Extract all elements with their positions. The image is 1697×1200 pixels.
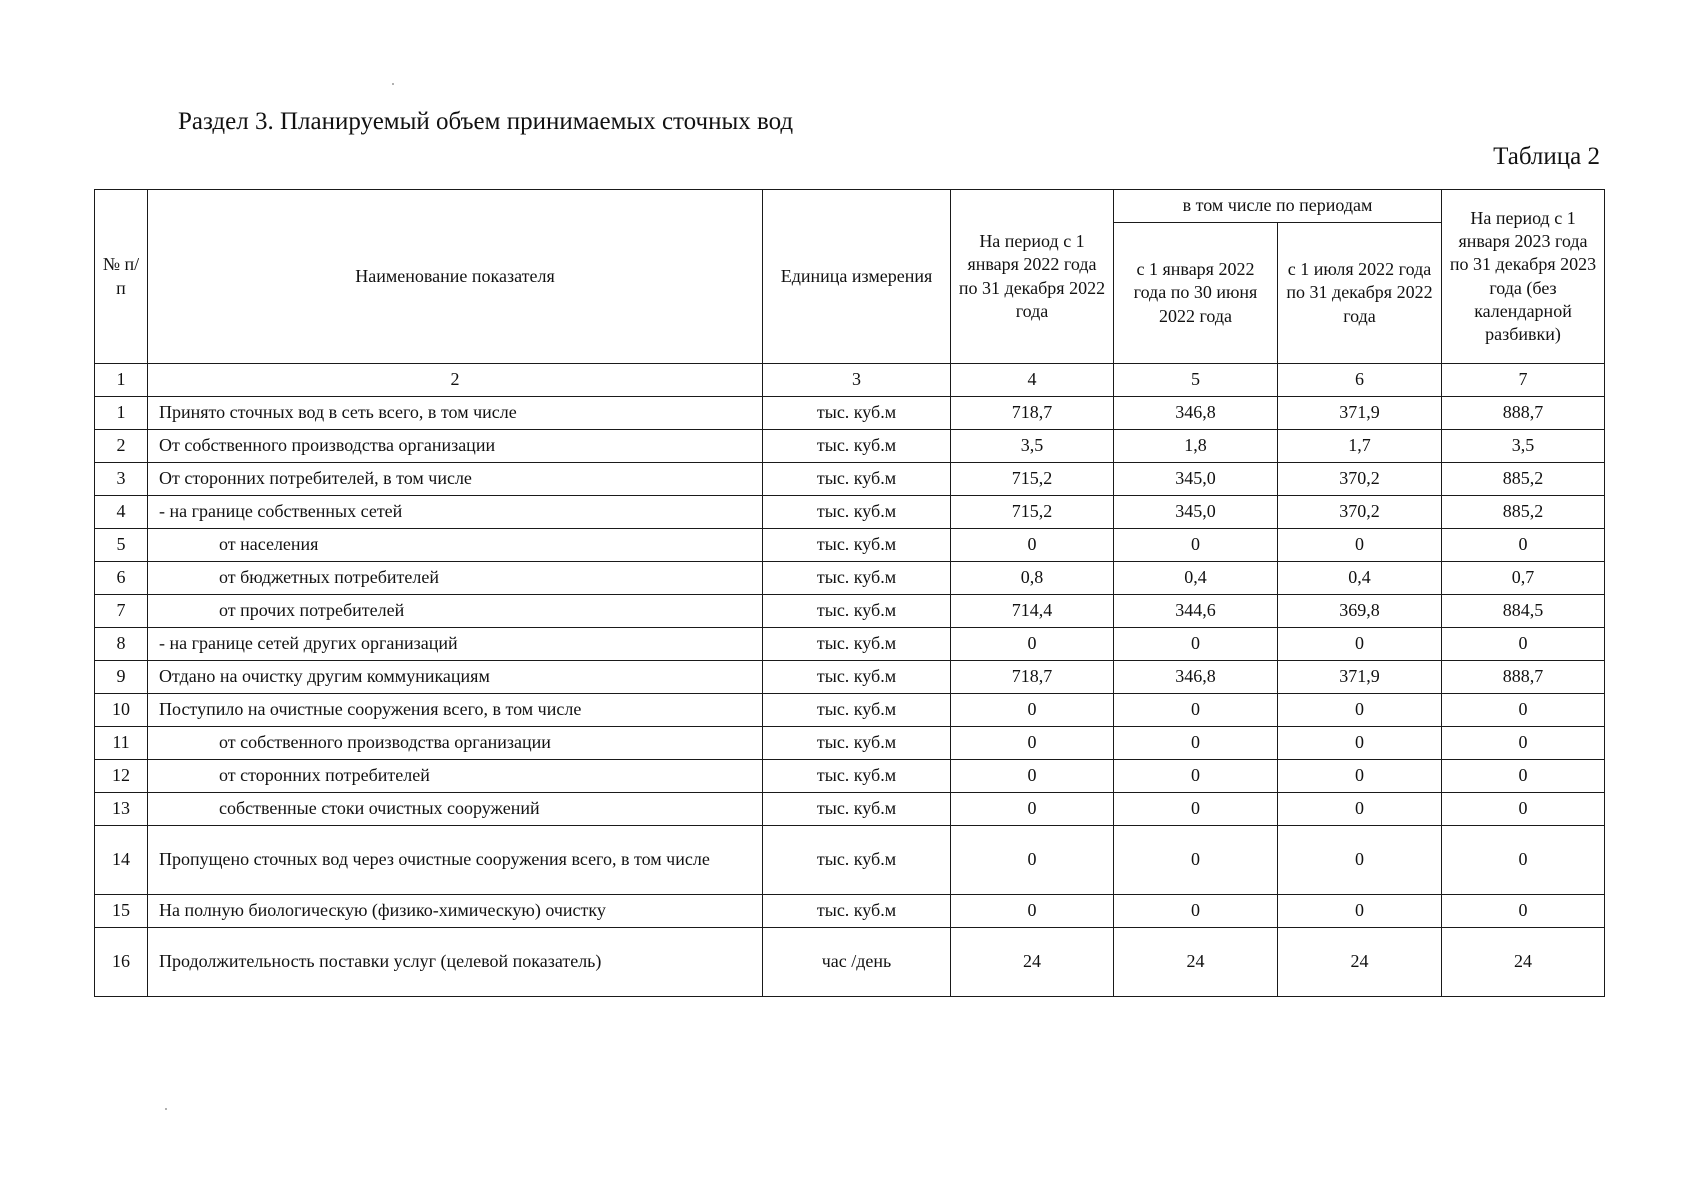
value-h2-2022: 0 [1278, 793, 1442, 826]
value-2022: 0 [951, 727, 1114, 760]
value-h2-2022: 0 [1278, 694, 1442, 727]
unit-cell: час /день [763, 928, 951, 997]
indicator-name: От собственного производства организации [148, 430, 763, 463]
indicator-name: На полную биологическую (физико-химическую) очистку [148, 895, 763, 928]
indicator-name: - на границе сетей других организаций [148, 628, 763, 661]
row-number: 5 [95, 529, 148, 562]
value-2023: 885,2 [1442, 496, 1605, 529]
value-h2-2022: 1,7 [1278, 430, 1442, 463]
header-period-2022: На период с 1 января 2022 года по 31 декабря 2022 года [951, 190, 1114, 364]
unit-cell: тыс. куб.м [763, 826, 951, 895]
indicator-name: от бюджетных потребителей [148, 562, 763, 595]
header-h2-2022: с 1 июля 2022 года по 31 декабря 2022 года [1278, 223, 1442, 364]
column-number: 1 [95, 364, 148, 397]
scan-speck [165, 1108, 167, 1110]
section-title: Раздел 3. Планируемый объем принимаемых сточных вод [178, 108, 794, 135]
indicator-name: от сторонних потребителей [148, 760, 763, 793]
header-period-2023: На период с 1 января 2023 года по 31 декабря 2023 года (без календарной разбивки) [1442, 190, 1605, 364]
value-h2-2022: 371,9 [1278, 397, 1442, 430]
value-h1-2022: 0 [1114, 793, 1278, 826]
table-row [95, 463, 1605, 496]
value-h1-2022: 0 [1114, 727, 1278, 760]
indicator-name: собственные стоки очистных сооружений [148, 793, 763, 826]
value-2022: 0 [951, 529, 1114, 562]
unit-cell: тыс. куб.м [763, 397, 951, 430]
indicator-name: Поступило на очистные сооружения всего, в том числе [148, 694, 763, 727]
value-h1-2022: 0 [1114, 895, 1278, 928]
unit-cell: тыс. куб.м [763, 895, 951, 928]
row-number: 6 [95, 562, 148, 595]
table-row [95, 562, 1605, 595]
unit-cell: тыс. куб.м [763, 430, 951, 463]
column-number-row [95, 364, 1605, 397]
value-2022: 715,2 [951, 496, 1114, 529]
indicator-name: Принято сточных вод в сеть всего, в том числе [148, 397, 763, 430]
value-h1-2022: 0 [1114, 529, 1278, 562]
value-h1-2022: 0 [1114, 760, 1278, 793]
header-including-periods: в том числе по периодам [1114, 190, 1442, 223]
indicator-name: Продолжительность поставки услуг (целевой показатель) [148, 928, 763, 997]
indicator-name: Отдано на очистку другим коммуникациям [148, 661, 763, 694]
value-h1-2022: 345,0 [1114, 496, 1278, 529]
value-2023: 0 [1442, 826, 1605, 895]
table-row [95, 760, 1605, 793]
value-2022: 714,4 [951, 595, 1114, 628]
unit-cell: тыс. куб.м [763, 529, 951, 562]
value-2022: 0 [951, 793, 1114, 826]
value-2022: 0 [951, 694, 1114, 727]
header-h1-2022: с 1 января 2022 года по 30 июня 2022 года [1114, 223, 1278, 364]
value-h1-2022: 0 [1114, 826, 1278, 895]
indicator-name: от населения [148, 529, 763, 562]
table-label: Таблица 2 [1493, 143, 1600, 170]
header-name: Наименование показателя [148, 190, 763, 364]
unit-cell: тыс. куб.м [763, 661, 951, 694]
value-2023: 888,7 [1442, 661, 1605, 694]
value-2023: 3,5 [1442, 430, 1605, 463]
value-h2-2022: 371,9 [1278, 661, 1442, 694]
header-unit: Единица измерения [763, 190, 951, 364]
row-number: 9 [95, 661, 148, 694]
indicator-name: - на границе собственных сетей [148, 496, 763, 529]
wastewater-volume-table [94, 189, 1605, 997]
header-num: № п/п [95, 190, 148, 364]
value-2022: 0 [951, 826, 1114, 895]
value-2023: 0 [1442, 529, 1605, 562]
value-2023: 884,5 [1442, 595, 1605, 628]
row-number: 11 [95, 727, 148, 760]
table-row [95, 826, 1605, 895]
table-row [95, 895, 1605, 928]
row-number: 4 [95, 496, 148, 529]
row-number: 7 [95, 595, 148, 628]
value-h1-2022: 24 [1114, 928, 1278, 997]
value-h2-2022: 0 [1278, 826, 1442, 895]
value-h2-2022: 369,8 [1278, 595, 1442, 628]
column-number: 7 [1442, 364, 1605, 397]
scan-speck [392, 83, 394, 85]
unit-cell: тыс. куб.м [763, 562, 951, 595]
row-number: 3 [95, 463, 148, 496]
value-2023: 0,7 [1442, 562, 1605, 595]
unit-cell: тыс. куб.м [763, 595, 951, 628]
table-row [95, 661, 1605, 694]
unit-cell: тыс. куб.м [763, 694, 951, 727]
value-2022: 0 [951, 895, 1114, 928]
value-h2-2022: 0 [1278, 628, 1442, 661]
value-2022: 718,7 [951, 397, 1114, 430]
value-h1-2022: 0 [1114, 694, 1278, 727]
indicator-name: Пропущено сточных вод через очистные сооружения всего, в том числе [148, 826, 763, 895]
row-number: 10 [95, 694, 148, 727]
unit-cell: тыс. куб.м [763, 727, 951, 760]
value-2022: 715,2 [951, 463, 1114, 496]
table-row [95, 694, 1605, 727]
value-2022: 718,7 [951, 661, 1114, 694]
value-2023: 0 [1442, 895, 1605, 928]
value-2022: 0,8 [951, 562, 1114, 595]
value-h1-2022: 346,8 [1114, 397, 1278, 430]
value-h1-2022: 345,0 [1114, 463, 1278, 496]
table-row [95, 430, 1605, 463]
table-row [95, 397, 1605, 430]
value-2023: 0 [1442, 760, 1605, 793]
value-h2-2022: 0,4 [1278, 562, 1442, 595]
value-2023: 0 [1442, 727, 1605, 760]
unit-cell: тыс. куб.м [763, 463, 951, 496]
value-h1-2022: 1,8 [1114, 430, 1278, 463]
table-row [95, 496, 1605, 529]
indicator-name: от собственного производства организации [148, 727, 763, 760]
row-number: 13 [95, 793, 148, 826]
table-row [95, 928, 1605, 997]
value-h2-2022: 0 [1278, 529, 1442, 562]
value-h1-2022: 344,6 [1114, 595, 1278, 628]
value-h2-2022: 0 [1278, 760, 1442, 793]
indicator-name: от прочих потребителей [148, 595, 763, 628]
row-number: 15 [95, 895, 148, 928]
column-number: 4 [951, 364, 1114, 397]
column-number: 2 [148, 364, 763, 397]
value-2023: 0 [1442, 694, 1605, 727]
table-row [95, 595, 1605, 628]
value-h1-2022: 0,4 [1114, 562, 1278, 595]
value-h2-2022: 0 [1278, 727, 1442, 760]
column-number: 3 [763, 364, 951, 397]
row-number: 8 [95, 628, 148, 661]
value-2023: 24 [1442, 928, 1605, 997]
value-h2-2022: 0 [1278, 895, 1442, 928]
value-h2-2022: 24 [1278, 928, 1442, 997]
column-number: 5 [1114, 364, 1278, 397]
table-row [95, 628, 1605, 661]
unit-cell: тыс. куб.м [763, 496, 951, 529]
value-2023: 885,2 [1442, 463, 1605, 496]
indicator-name: От сторонних потребителей, в том числе [148, 463, 763, 496]
value-2023: 0 [1442, 793, 1605, 826]
value-2022: 3,5 [951, 430, 1114, 463]
table-row [95, 529, 1605, 562]
value-2022: 24 [951, 928, 1114, 997]
value-2022: 0 [951, 760, 1114, 793]
value-h1-2022: 346,8 [1114, 661, 1278, 694]
value-h2-2022: 370,2 [1278, 463, 1442, 496]
row-number: 2 [95, 430, 148, 463]
row-number: 14 [95, 826, 148, 895]
unit-cell: тыс. куб.м [763, 628, 951, 661]
value-h1-2022: 0 [1114, 628, 1278, 661]
unit-cell: тыс. куб.м [763, 793, 951, 826]
column-number: 6 [1278, 364, 1442, 397]
row-number: 12 [95, 760, 148, 793]
unit-cell: тыс. куб.м [763, 760, 951, 793]
table-row [95, 727, 1605, 760]
row-number: 1 [95, 397, 148, 430]
table-row [95, 793, 1605, 826]
row-number: 16 [95, 928, 148, 997]
value-2023: 0 [1442, 628, 1605, 661]
value-2022: 0 [951, 628, 1114, 661]
value-h2-2022: 370,2 [1278, 496, 1442, 529]
value-2023: 888,7 [1442, 397, 1605, 430]
